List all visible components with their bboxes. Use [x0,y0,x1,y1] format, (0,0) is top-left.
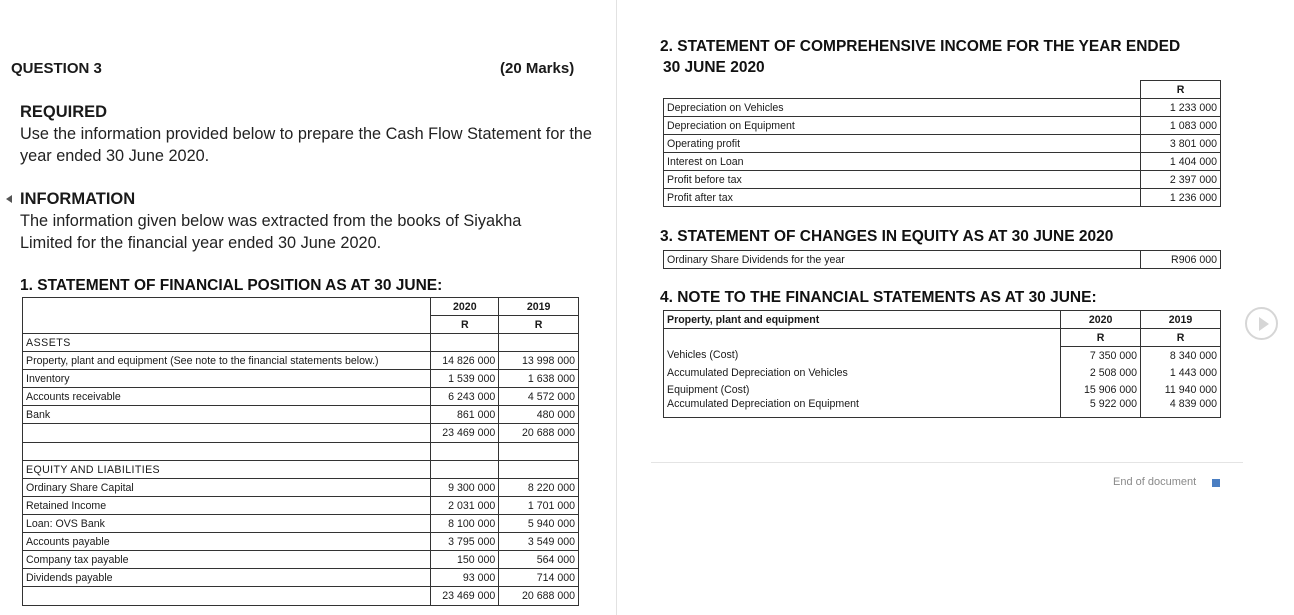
sofp-unit-2019: R [499,316,579,334]
end-marker-icon [1212,479,1220,487]
sofp-title: 1. STATEMENT OF FINANCIAL POSITION AS AT 30 JUNE: [20,277,443,294]
table-row: Depreciation on Equipment 1 083 000 [664,117,1221,135]
table-row: Operating profit 3 801 000 [664,135,1221,153]
next-page-icon[interactable] [1245,307,1278,340]
information-line-2: Limited for the financial year ended 30 June 2020. [20,234,382,252]
table-row: Retained Income 2 031 000 1 701 000 [23,497,579,515]
sofp-table [22,297,579,606]
table-row: Interest on Loan 1 404 000 [664,153,1221,171]
table-row: Dividends payable 93 000 714 000 [23,569,579,587]
question-marks: (20 Marks) [500,60,575,77]
note-unit-2019: R [1141,329,1221,347]
table-row: Ordinary Share Capital 9 300 000 8 220 000 [23,479,579,497]
question-title: QUESTION 3 [11,60,102,77]
soce-table [663,250,1221,269]
collapse-triangle-icon[interactable] [6,195,12,203]
sofp-unit-2020: R [431,316,499,334]
information-line-1: The information given below was extracted from the books of Siyakha [20,212,522,230]
information-heading[interactable]: INFORMATION [20,190,136,208]
table-row: Equipment (Cost) 15 906 000 11 940 000 [664,381,1221,398]
assets-total-row: 23 469 000 20 688 000 [23,424,579,443]
note-unit-2020: R [1061,329,1141,347]
soci-table [663,80,1221,207]
required-line-1: Use the information provided below to prepare the Cash Flow Statement for the [20,125,592,143]
table-row: Profit before tax 2 397 000 [664,171,1221,189]
soci-title-line-2: 30 JUNE 2020 [663,59,765,76]
soci-unit: R [1141,81,1221,99]
required-line-2: year ended 30 June 2020. [20,147,210,165]
equity-total-row: 23 469 000 20 688 000 [23,587,579,606]
table-row: Depreciation on Vehicles 1 233 000 [664,99,1221,117]
sofp-year-2020: 2020 [431,298,499,316]
table-row: Inventory 1 539 000 1 638 000 [23,370,579,388]
assets-heading: ASSETS [23,334,431,352]
table-row: Property, plant and equipment (See note to the financial statements below.) 14 826 000 13 998 000 [23,352,579,370]
required-heading: REQUIRED [20,103,108,121]
note-year-2020: 2020 [1061,311,1141,329]
note-year-2019: 2019 [1141,311,1221,329]
end-of-document-label: End of document [1113,476,1197,488]
left-page [0,0,616,615]
note-title: 4. NOTE TO THE FINANCIAL STATEMENTS AS AT 30 JUNE: [660,289,1097,306]
table-row: Accumulated Depreciation on Equipment 5 922 000 4 839 000 [664,398,1221,418]
note-table [663,310,1221,418]
sofp-year-2019: 2019 [499,298,579,316]
table-row: Accounts payable 3 795 000 3 549 000 [23,533,579,551]
table-row: Ordinary Share Dividends for the year R906 000 [664,251,1221,269]
end-divider [651,462,1243,463]
equity-heading: EQUITY AND LIABILITIES [23,461,431,479]
soce-title: 3. STATEMENT OF CHANGES IN EQUITY AS AT 30 JUNE 2020 [660,228,1114,245]
soci-title-line-1: 2. STATEMENT OF COMPREHENSIVE INCOME FOR THE YEAR ENDED [660,38,1181,55]
table-row: Accumulated Depreciation on Vehicles 2 508 000 1 443 000 [664,364,1221,381]
right-page [616,0,1294,615]
note-heading: Property, plant and equipment [664,311,1061,329]
table-row: Vehicles (Cost) 7 350 000 8 340 000 [664,347,1221,365]
table-row: Profit after tax 1 236 000 [664,189,1221,207]
table-row: Company tax payable 150 000 564 000 [23,551,579,569]
table-row: Accounts receivable 6 243 000 4 572 000 [23,388,579,406]
table-row: Loan: OVS Bank 8 100 000 5 940 000 [23,515,579,533]
table-row: Bank 861 000 480 000 [23,406,579,424]
